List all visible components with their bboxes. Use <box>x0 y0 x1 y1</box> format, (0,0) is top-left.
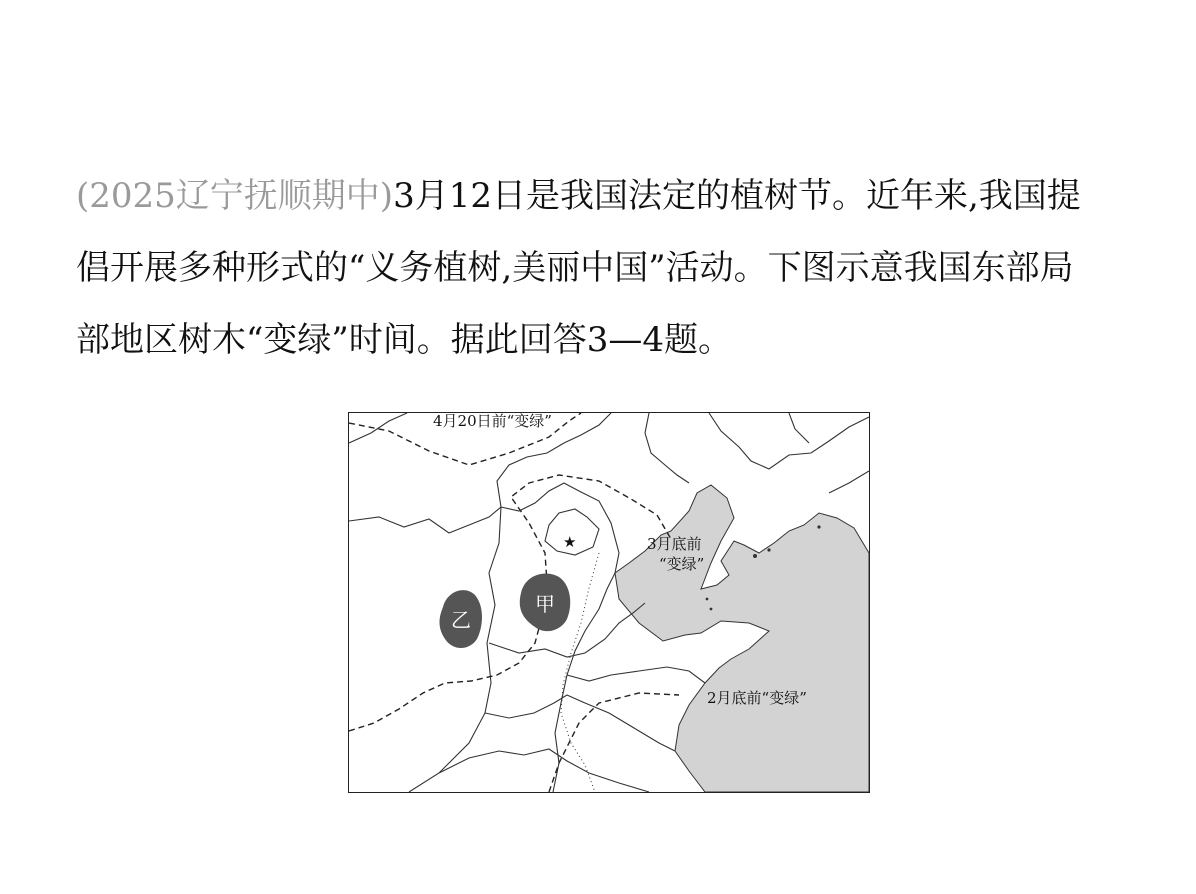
question-source: (2025辽宁抚顺期中) <box>76 176 394 216</box>
label-isoline-mid-2: “变绿” <box>659 555 705 573</box>
island <box>817 525 820 528</box>
label-isoline-north: 4月20日前“变绿” <box>433 413 552 430</box>
capital-star-icon: ★ <box>563 533 577 551</box>
label-isoline-south: 2月底前“变绿” <box>707 689 807 707</box>
question-text: 3月12日是我国法定的植树节。近年来,我国提倡开展多种形式的“义务植树,美丽中国”活动。下图示意我国东部局部地区树木“变绿”时间。据此回答3—4题。 <box>76 176 1081 360</box>
question-stem <box>76 160 1096 376</box>
label-region-jia: 甲 <box>535 592 555 616</box>
island <box>710 608 713 611</box>
label-isoline-mid-1: 3月底前 <box>647 535 702 553</box>
island <box>753 554 757 558</box>
map-svg <box>349 413 869 792</box>
greening-time-map <box>348 412 870 793</box>
label-region-yi: 乙 <box>451 608 471 632</box>
sea-bohai-yellow-sea <box>615 485 869 792</box>
island <box>706 598 709 601</box>
isoline-feb-end <box>549 693 679 792</box>
island <box>767 548 770 551</box>
